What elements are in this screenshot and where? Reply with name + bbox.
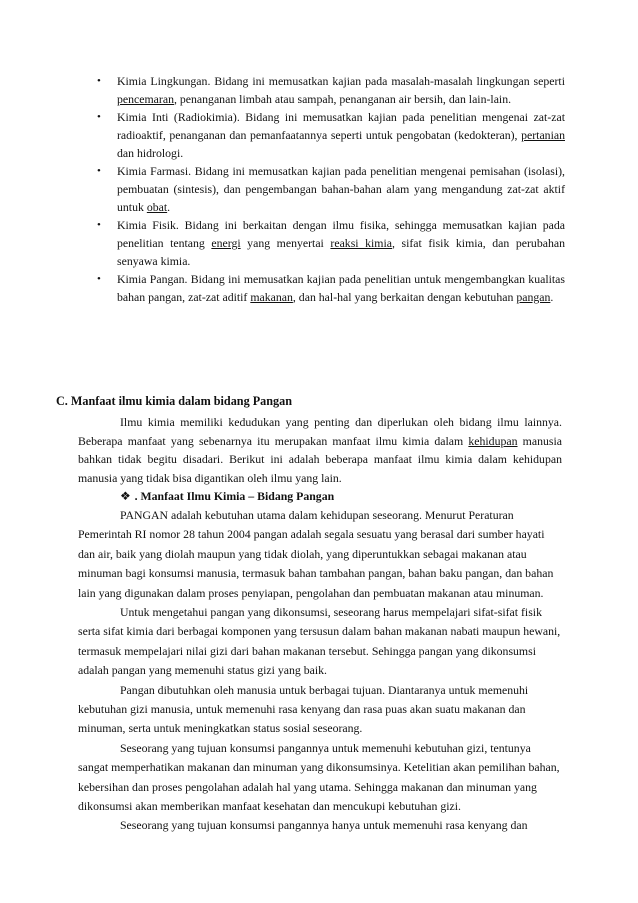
paragraph: Pangan dibutuhkan oleh manusia untuk berbagai tujuan. Diantaranya untuk memenuhi kebutuhan gizi manusia, untuk memenuhi rasa kenyang dan rasa puas akan suatu makanan dan minuman, serta untuk meningkatkan status sosial seseorang. bbox=[78, 682, 529, 736]
text-run: Kimia Fisik. Bidang ini berkaitan dengan ilmu fisika, sehingga memusatkan kajian pada penelitian tentang bbox=[117, 218, 565, 250]
bullet-dot-icon: • bbox=[97, 165, 101, 177]
paragraph: Seseorang yang tujuan konsumsi pangannya untuk memenuhi kebutuhan gizi, tentunya sangat memperhatikan makanan dan minuman yang dikonsumsinya. Ketelitian akan pemilihan bahan, kebersihan dan proses pengolahan adalah hal yang utama. Sehingga makanan dan minuman yang dikonsumsi akan memberikan manfaat kesehatan dan mencukupi kebutuhan gizi. bbox=[78, 740, 560, 814]
paragraph: Seseorang yang tujuan konsumsi pangannya hanya untuk memenuhi rasa kenyang dan bbox=[120, 818, 528, 833]
link-text[interactable]: obat bbox=[146, 200, 168, 214]
bullet-dot-icon: • bbox=[97, 219, 101, 231]
text-run: , sifat fisik kimia, dan perubahan senyawa kimia. bbox=[117, 236, 565, 268]
bullet-item bbox=[95, 216, 565, 270]
text-run: yang menyertai bbox=[240, 236, 331, 250]
link-text[interactable]: energi bbox=[211, 236, 241, 250]
intro-paragraph bbox=[78, 413, 562, 487]
bullet-item bbox=[95, 72, 565, 108]
sub-heading bbox=[78, 487, 562, 506]
text-run: manusia bahkan tidak begitu disadari. Berikut ini adalah beberapa manfaat ilmu kimia dalam kehidupan manusia yang tidak bisa digantikan oleh ilmu yang lain. bbox=[78, 433, 562, 485]
text-run: Kimia Lingkungan. Bidang ini memusatkan kajian pada masalah-masalah lingkungan seperti bbox=[117, 74, 565, 88]
text-run: . bbox=[167, 200, 171, 214]
link-text[interactable]: pertanian bbox=[521, 128, 565, 142]
paragraph: PANGAN adalah kebutuhan utama dalam kehidupan seseorang. Menurut Peraturan Pemerintah RI nomor 28 tahun 2004 pangan adalah segala sesuatu yang berasal dari sumber hayati dan air, baik yang diolah maupun yang tidak diolah, yang diperuntukkan sebagai makanan atau minuman bagi konsumsi manusia, termasuk bahan tambahan pangan, bahan baku pangan, dan bahan lain yang digunakan dalam proses penyiapan, pengolahan dan pembuatan makanan atau minuman. bbox=[78, 507, 554, 600]
link-text[interactable]: kehidupan bbox=[468, 433, 518, 448]
text-run: . bbox=[550, 290, 554, 304]
paragraph: Untuk mengetahui pangan yang dikonsumsi, seseorang harus mempelajari sifat-sifat fisik serta sifat kimia dari berbagai komponen yang tersusun dalam bahan makanan nabati maupun hewani, termasuk mempelajari nilai gizi dari bahan makanan tersebut. Sehingga pangan yang dikonsumsi adalah pangan yang memenuhi status gizi yang baik. bbox=[78, 605, 561, 678]
text-run: Kimia Pangan. Bidang ini memusatkan kajian pada penelitian untuk mengembangkan kualitas bahan pangan, zat-zat aditif bbox=[117, 272, 565, 304]
link-text[interactable]: reaksi kimia bbox=[330, 236, 392, 250]
bullet-item bbox=[95, 162, 565, 216]
text-run: Ilmu kimia memiliki kedudukan yang penting dan diperlukan oleh bidang ilmu lainnya. Beberapa manfaat yang sebenarnya itu merupakan manfaat ilmu kimia dalam bbox=[78, 415, 562, 448]
bullet-dot-icon: • bbox=[97, 111, 101, 123]
diamond-bullet-icon: ❖ bbox=[120, 489, 131, 504]
sub-heading-text: . Manfaat Ilmu Kimia – Bidang Pangan bbox=[134, 489, 335, 504]
section-body bbox=[78, 413, 562, 836]
bullet-dot-icon: • bbox=[97, 75, 101, 87]
bullet-list bbox=[95, 72, 565, 306]
bullet-item bbox=[95, 108, 565, 162]
text-run: , dan hal-hal yang berkaitan dengan kebutuhan bbox=[292, 290, 517, 304]
link-text[interactable]: pencemaran bbox=[117, 92, 174, 106]
link-text[interactable]: pangan bbox=[516, 290, 551, 304]
text-run: Kimia Inti (Radiokimia). Bidang ini memusatkan kajian pada penelitian mengenai zat-zat radioaktif, penanganan dan pemanfaatannya seperti untuk pengobatan (kedokteran), bbox=[117, 110, 565, 142]
link-text[interactable]: makanan bbox=[250, 290, 293, 304]
bullet-item bbox=[95, 270, 565, 306]
bullet-dot-icon: • bbox=[97, 273, 101, 285]
section-title: C. Manfaat ilmu kimia dalam bidang Pangan bbox=[56, 394, 293, 408]
text-run: , penanganan limbah atau sampah, penanganan air bersih, dan lain-lain. bbox=[173, 92, 512, 106]
text-run: dan hidrologi. bbox=[117, 146, 184, 160]
text-run: Kimia Farmasi. Bidang ini memusatkan kajian pada penelitian mengenai pemisahan (isolasi), pembuatan (sintesis), dan pengembangan bahan-bahan alam yang mengandung zat-zat aktif untuk bbox=[117, 164, 565, 214]
